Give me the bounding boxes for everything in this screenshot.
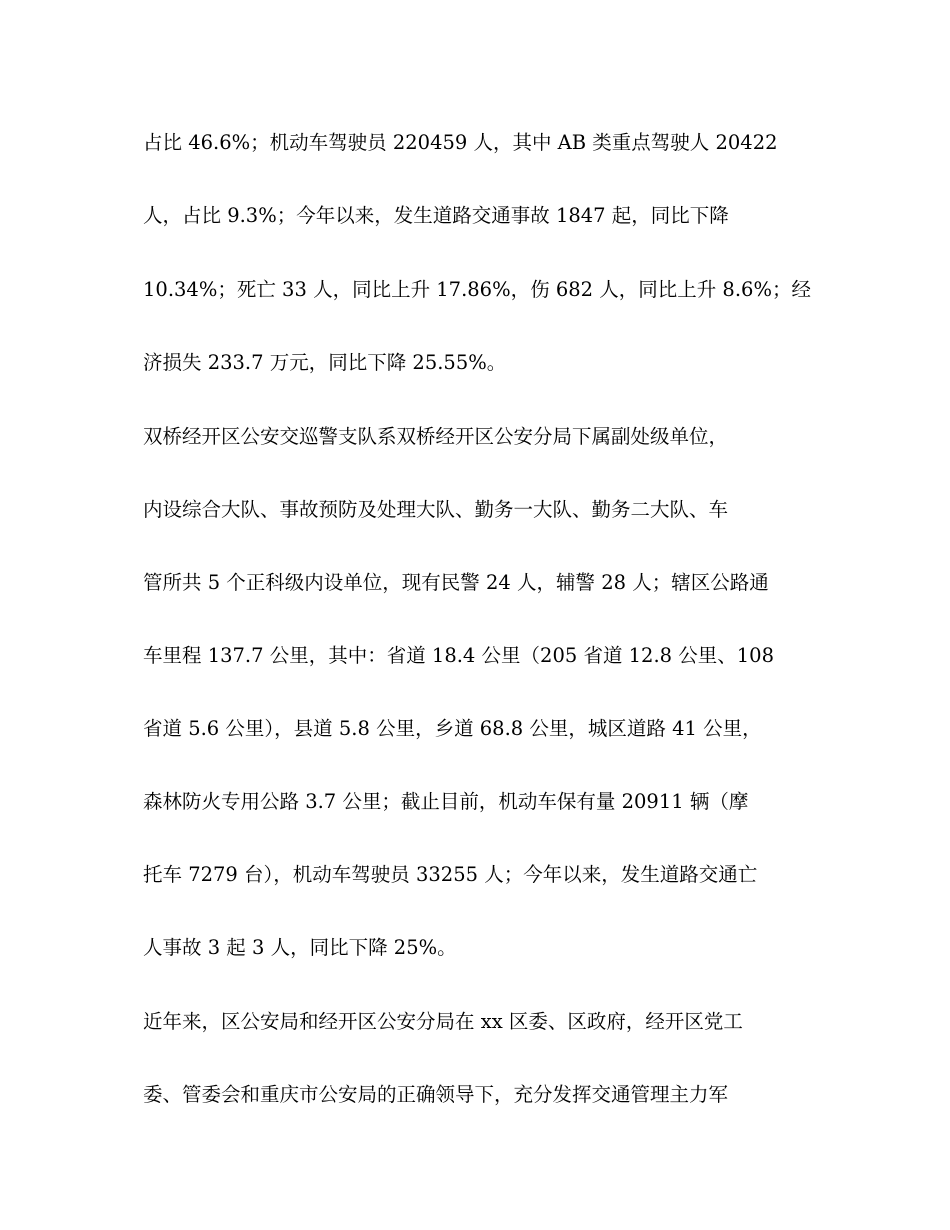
- text-line: 10.34%；死亡 33 人，同比上升 17.86%，伤 682 人，同比上升 8.6%；经: [143, 278, 811, 301]
- text-line: 人事故 3 起 3 人，同比下降 25%。: [143, 936, 457, 959]
- text-line: 托车 7279 台），机动车驾驶员 33255 人；今年以来，发生道路交通亡: [143, 863, 758, 886]
- text-line: 人，占比 9.3%；今年以来，发生道路交通事故 1847 起，同比下降: [143, 204, 729, 227]
- text-line: 管所共 5 个正科级内设单位，现有民警 24 人，辅警 28 人；辖区公路通: [143, 571, 769, 594]
- text-line: 近年来，区公安局和经开区公安分局在 xx 区委、区政府，经开区党工: [143, 1010, 743, 1033]
- text-line: 森林防火专用公路 3.7 公里；截止目前，机动车保有量 20911 辆（摩: [143, 790, 749, 813]
- text-line: 济损失 233.7 万元，同比下降 25.55%。: [143, 351, 507, 374]
- text-line: 占比 46.6%；机动车驾驶员 220459 人，其中 AB 类重点驾驶人 20422: [143, 131, 778, 154]
- text-line: 委、管委会和重庆市公安局的正确领导下，充分发挥交通管理主力军: [143, 1083, 729, 1106]
- text-line: 省道 5.6 公里），县道 5.8 公里，乡道 68.8 公里，城区道路 41 公里，: [143, 717, 762, 740]
- text-line: 内设综合大队、事故预防及处理大队、勤务一大队、勤务二大队、车: [143, 498, 729, 521]
- text-line: 车里程 137.7 公里，其中：省道 18.4 公里（205 省道 12.8 公里、108: [143, 644, 774, 667]
- text-line: 双桥经开区公安交巡警支队系双桥经开区公安分局下属副处级单位，: [143, 425, 729, 448]
